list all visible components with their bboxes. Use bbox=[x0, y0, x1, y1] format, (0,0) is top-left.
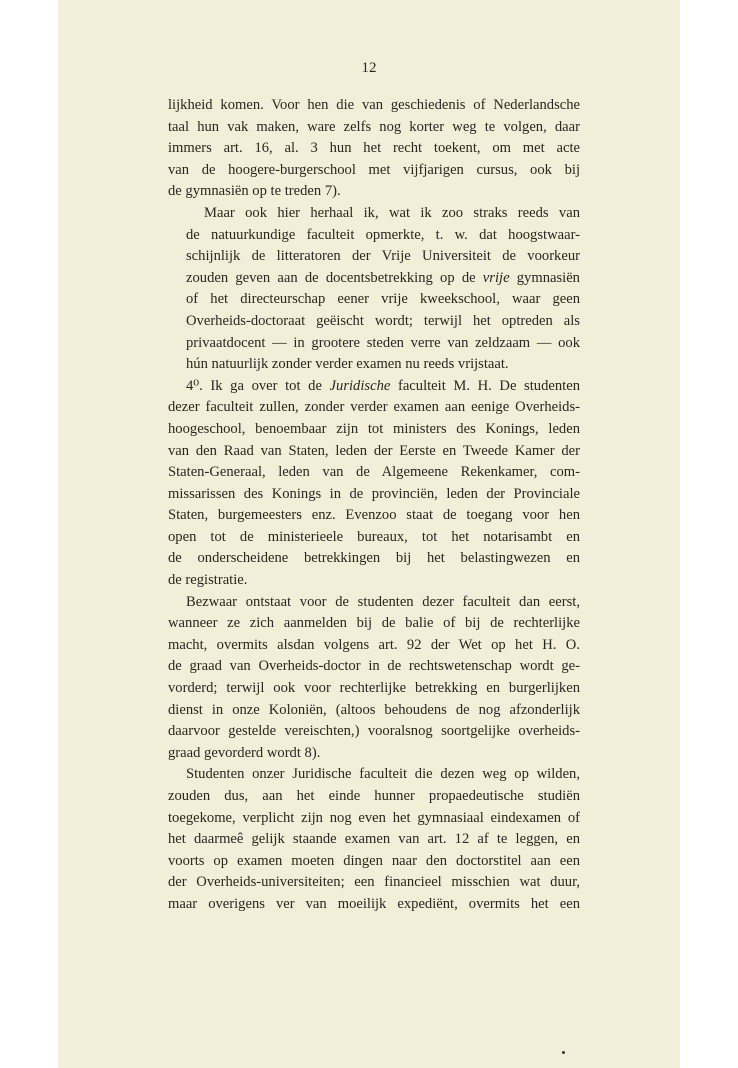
text-line: daarvoor gestelde vereischten,) vooralsnog soortgelijke overheids- bbox=[168, 723, 580, 740]
text-line: privaatdocent — in grootere steden verre van zeldzaam — ook bbox=[186, 334, 580, 351]
paragraph-3 bbox=[168, 376, 580, 592]
text-line: der Overheids-universiteiten; een financieel misschien wat duur, bbox=[168, 874, 580, 891]
text-line: zouden dus, aan het einde hunner propaedeutische studiën bbox=[168, 788, 580, 804]
text-segment: zouden geven aan de docentsbetrekking op de bbox=[186, 269, 476, 286]
text-line: de registratie. bbox=[168, 572, 248, 589]
text-line: graad gevorderd wordt 8). bbox=[168, 744, 321, 761]
text-line: open tot de ministerieele bureaux, tot het notarisambt en bbox=[168, 528, 580, 545]
page-number: 12 bbox=[361, 60, 377, 76]
paragraph-1 bbox=[168, 95, 580, 203]
text-line: missarissen des Konings in de provinciën, leden der Provinciale bbox=[168, 485, 580, 502]
text-line: toegekome, verplicht zijn nog even het gymnasiaal eindexamen of bbox=[168, 809, 580, 826]
paragraph-5 bbox=[168, 764, 580, 915]
text-line: de graad van Overheids-doctor in de rechtswetenschap wordt ge- bbox=[168, 658, 580, 675]
text-line: Bezwaar ontstaat voor de studenten dezer faculteit dan eerst, bbox=[186, 593, 580, 610]
text-line bbox=[168, 376, 580, 398]
text-segment: gymnasiën bbox=[509, 269, 580, 286]
text-line: hún natuurlijk zonder verder examen nu reeds vrijstaat. bbox=[186, 356, 509, 373]
text-line: macht, overmits alsdan volgens art. 92 der Wet op het H. O. bbox=[168, 636, 580, 653]
text-line: schijnlijk de litteratoren der Vrije Universiteit de voorkeur bbox=[186, 248, 580, 265]
text-line: Maar ook hier herhaal ik, wat ik zoo straks reeds van bbox=[204, 204, 580, 221]
text-line: vorderd; terwijl ook voor rechterlijke betrekking en burgerlijken bbox=[168, 680, 580, 697]
italic-word: vrije bbox=[482, 269, 510, 286]
text-segment: 4⁰. Ik ga over tot de bbox=[186, 377, 322, 394]
text-line: van den Raad van Staten, leden der Eerste en Tweede Kamer der bbox=[168, 442, 580, 459]
italic-word: Juridische bbox=[329, 377, 391, 394]
text-line: de gymnasiën op te treden 7). bbox=[168, 183, 341, 200]
text-line: het daarmeê gelijk staande examen van art. 12 af te leggen, en bbox=[168, 831, 580, 848]
book-page bbox=[58, 0, 680, 1068]
paragraph-2 bbox=[168, 203, 580, 376]
text-line: Studenten onzer Juridische faculteit die dezen weg op wilden, bbox=[186, 766, 580, 783]
paragraph-4 bbox=[168, 592, 580, 765]
text-line: taal hun vak maken, ware zelfs nog korter weg te volgen, daar bbox=[168, 118, 580, 135]
text-line bbox=[168, 268, 580, 290]
body-text bbox=[168, 95, 580, 916]
text-line: maar overigens ver van moeilijk expediënt, overmits het een bbox=[168, 895, 580, 912]
text-line: immers art. 16, al. 3 hun het recht toekent, om met acte bbox=[168, 140, 580, 157]
text-line: de onderscheidene betrekkingen bij het belastingwezen en bbox=[168, 550, 580, 567]
text-line: de natuurkundige faculteit opmerkte, t. w. dat hoogstwaar- bbox=[186, 226, 580, 243]
text-line: dienst in onze Koloniën, (altoos behoudens de nog afzonderlijk bbox=[168, 701, 580, 718]
text-segment: faculteit M. H. De studenten bbox=[390, 377, 580, 394]
text-line: voorts op examen moeten dingen naar den doctorstitel aan een bbox=[168, 852, 580, 869]
text-line: lijkheid komen. Voor hen die van geschiedenis of Nederlandsche bbox=[168, 97, 580, 113]
text-line: hoogeschool, benoembaar zijn tot ministers des Konings, leden bbox=[168, 420, 580, 437]
text-line: of het directeurschap eener vrije kweekschool, waar geen bbox=[186, 291, 580, 308]
text-line: wanneer ze zich aanmelden bij de balie of bij de rechterlijke bbox=[168, 615, 580, 632]
print-speck bbox=[562, 1051, 565, 1054]
text-line: dezer faculteit zullen, zonder verder examen aan eenige Overheids- bbox=[168, 399, 580, 416]
text-line: Staten-Generaal, leden van de Algemeene Rekenkamer, com- bbox=[168, 464, 580, 481]
text-line: Overheids-doctoraat geëischt wordt; terwijl het optreden als bbox=[186, 312, 580, 329]
text-line: Staten, burgemeesters enz. Evenzoo staat de toegang voor hen bbox=[168, 507, 580, 524]
text-line: van de hoogere-burgerschool met vijfjarigen cursus, ook bij bbox=[168, 161, 580, 178]
